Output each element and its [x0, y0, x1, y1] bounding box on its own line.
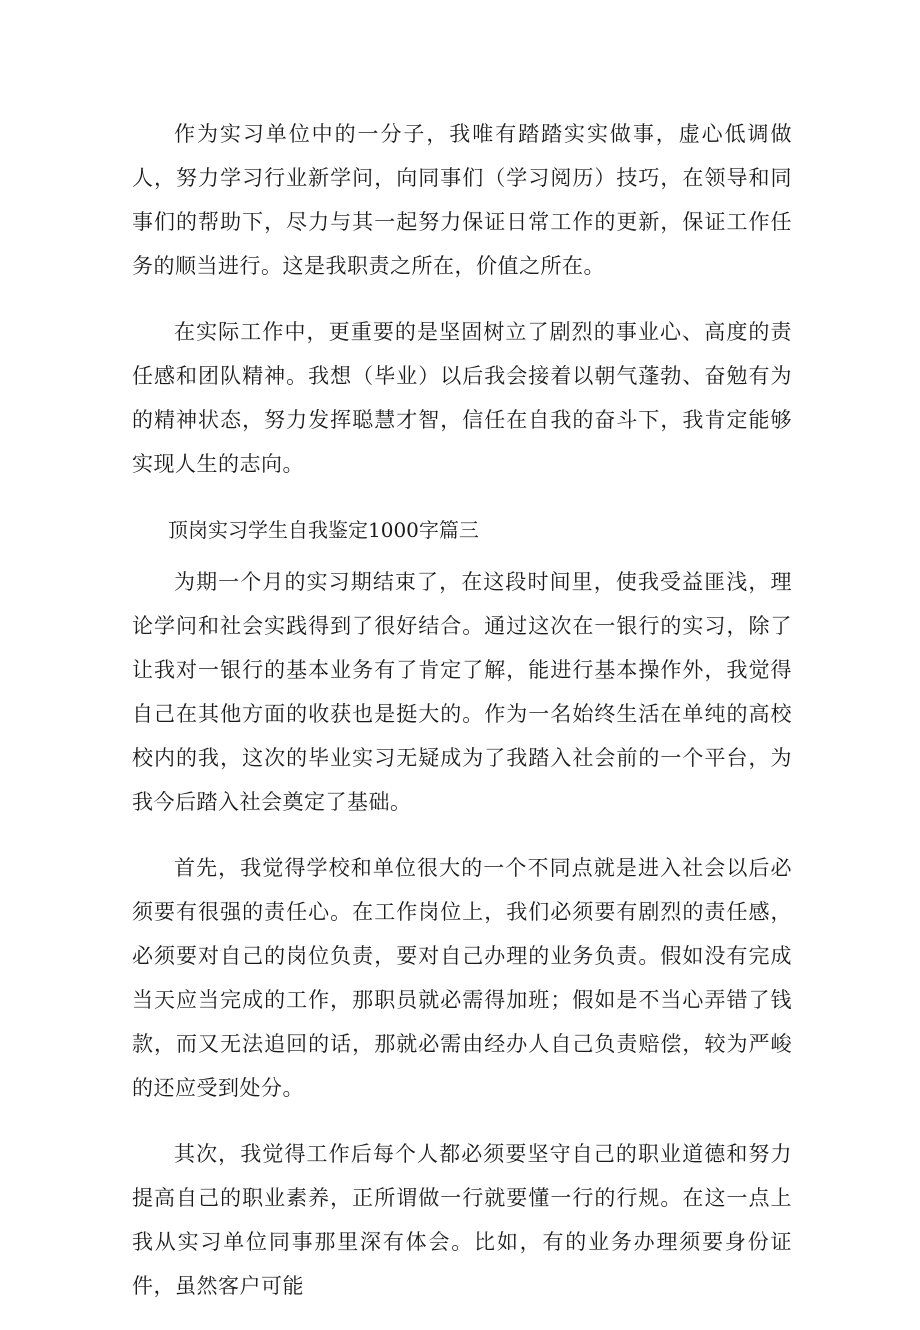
paragraph-4: 首先，我觉得学校和单位很大的一个不同点就是进入社会以后必须要有很强的责任心。在工作岗位上，我们必须要有剧烈的责任感，必须要对自己的岗位负责，要对自己办理的业务负责。假如没有完成当天应当完成的工作，那职员就必需得加班；假如是不当心弄错了钱款，而又无法追回的话，那就必需由经办人自己负责赔偿，较为严峻的还应受到处分。 [132, 856, 792, 1100]
paragraph-1: 作为实习单位中的一分子，我唯有踏踏实实做事，虚心低调做人，努力学习行业新学问，向同事们（学习阅历）技巧，在领导和同事们的帮助下，尽力与其一起努力保证日常工作的更新，保证工作任务的顺当进行。这是我职责之所在，价值之所在。 [132, 122, 792, 278]
paragraph-3: 为期一个月的实习期结束了，在这段时间里，使我受益匪浅，理论学问和社会实践得到了很好结合。通过这次在一银行的实习，除了让我对一银行的基本业务有了肯定了解，能进行基本操作外，我觉得自己在其他方面的收获也是挺大的。作为一名始终生活在单纯的高校校内的我，这次的毕业实习无疑成为了我踏入社会前的一个平台，为我今后踏入社会奠定了基础。 [132, 570, 792, 814]
paragraph-5: 其次，我觉得工作后每个人都必须要坚守自己的职业道德和努力提高自己的职业素养，正所谓做一行就要懂一行的行规。在这一点上我从实习单位同事那里深有体会。比如，有的业务办理须要身份证件，虽然客户可能 [132, 1142, 792, 1298]
paragraph-2: 在实际工作中，更重要的是坚固树立了剧烈的事业心、高度的责任感和团队精神。我想（毕业）以后我会接着以朝气蓬勃、奋勉有为的精神状态，努力发挥聪慧才智，信任在自我的奋斗下，我肯定能够实现人生的志向。 [132, 320, 792, 476]
section-heading: 顶岗实习学生自我鉴定1000字篇三 [168, 518, 479, 542]
document-body [132, 112, 792, 1330]
